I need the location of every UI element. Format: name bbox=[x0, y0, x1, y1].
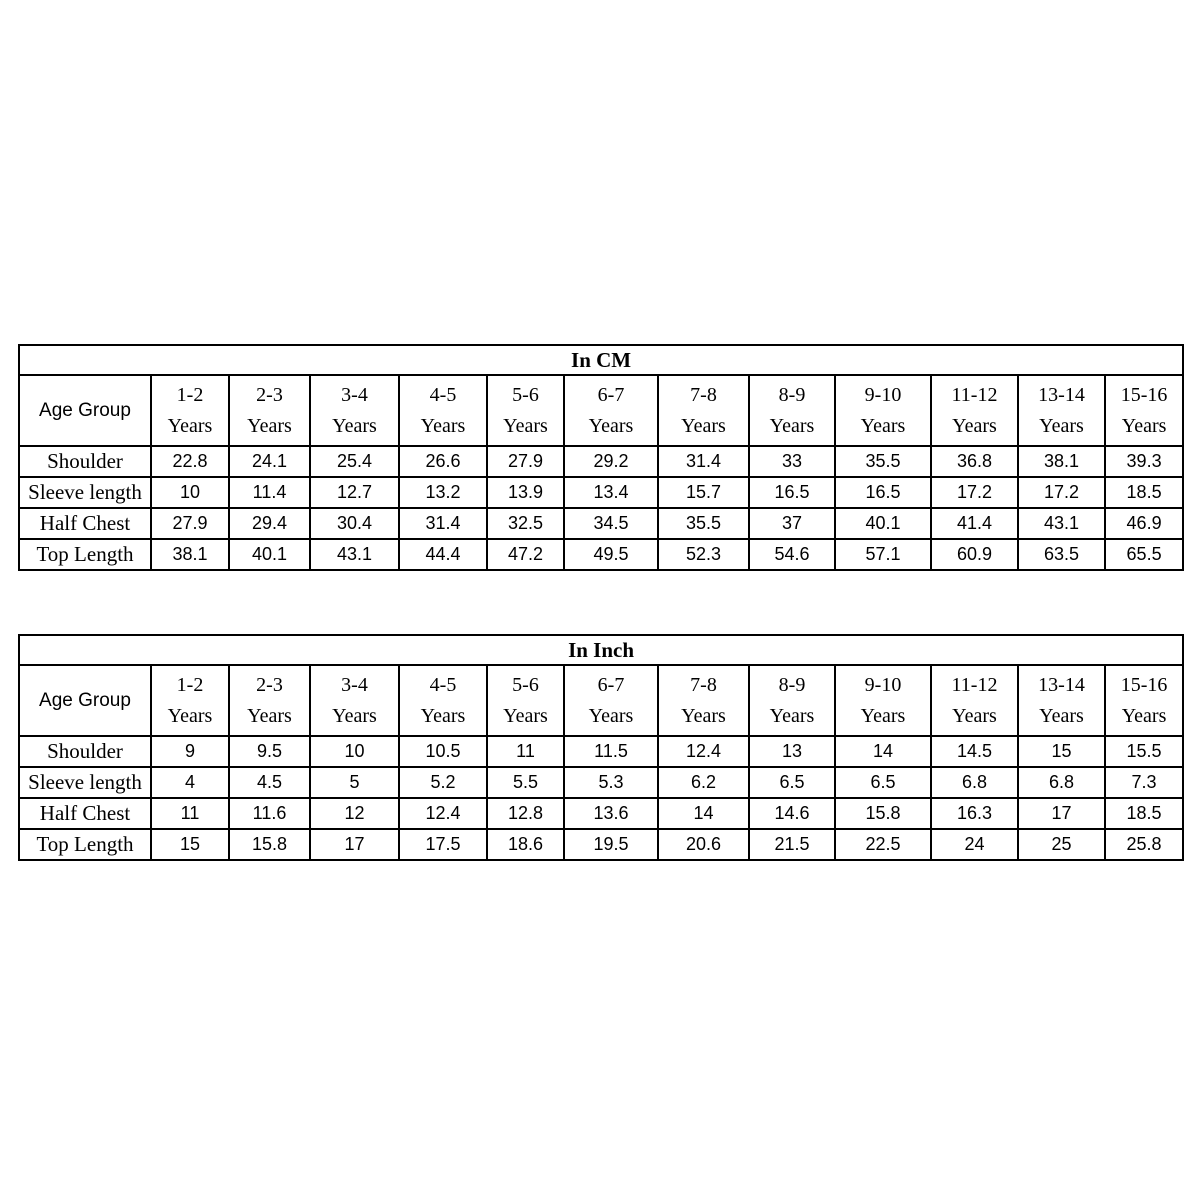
age-group-header bbox=[564, 375, 658, 446]
measurement-value: 52.3 bbox=[658, 539, 749, 570]
measurement-value: 40.1 bbox=[835, 508, 931, 539]
measurement-value: 34.5 bbox=[564, 508, 658, 539]
measurement-label: Shoulder bbox=[19, 736, 151, 767]
age-group-header bbox=[399, 665, 487, 736]
measurement-value: 6.2 bbox=[658, 767, 749, 798]
measurement-label: Top Length bbox=[19, 539, 151, 570]
measurement-value: 6.5 bbox=[749, 767, 835, 798]
measurement-value: 65.5 bbox=[1105, 539, 1183, 570]
measurement-value: 7.3 bbox=[1105, 767, 1183, 798]
age-unit: Years bbox=[952, 704, 997, 727]
measurement-value: 17.2 bbox=[1018, 477, 1105, 508]
measurement-value: 13.9 bbox=[487, 477, 564, 508]
age-group-header bbox=[564, 665, 658, 736]
age-range: 4-5 bbox=[429, 383, 457, 406]
measurement-value: 29.2 bbox=[564, 446, 658, 477]
age-range: 8-9 bbox=[778, 383, 806, 406]
measurement-value: 17.5 bbox=[399, 829, 487, 860]
measurement-value: 16.5 bbox=[835, 477, 931, 508]
age-group-label: Age Group bbox=[19, 375, 151, 446]
measurement-value: 57.1 bbox=[835, 539, 931, 570]
measurement-value: 15.5 bbox=[1105, 736, 1183, 767]
measurement-value: 11.4 bbox=[229, 477, 310, 508]
header-row bbox=[19, 665, 1183, 736]
measurement-value: 17 bbox=[310, 829, 399, 860]
measurement-value: 60.9 bbox=[931, 539, 1018, 570]
age-unit: Years bbox=[588, 704, 634, 727]
measurement-value: 11.6 bbox=[229, 798, 310, 829]
measurement-value: 13.4 bbox=[564, 477, 658, 508]
measurement-value: 14 bbox=[835, 736, 931, 767]
measurement-value: 6.5 bbox=[835, 767, 931, 798]
measurement-value: 25.8 bbox=[1105, 829, 1183, 860]
age-group-header bbox=[151, 375, 229, 446]
measurement-value: 47.2 bbox=[487, 539, 564, 570]
measurement-value: 16.5 bbox=[749, 477, 835, 508]
measurement-value: 31.4 bbox=[658, 446, 749, 477]
measurement-value: 11.5 bbox=[564, 736, 658, 767]
measurement-value: 24 bbox=[931, 829, 1018, 860]
measurement-value: 5.3 bbox=[564, 767, 658, 798]
measurement-value: 22.8 bbox=[151, 446, 229, 477]
age-range: 9-10 bbox=[864, 673, 902, 696]
size-chart-cm-table bbox=[18, 344, 1184, 571]
measurement-value: 25 bbox=[1018, 829, 1105, 860]
measurement-value: 17 bbox=[1018, 798, 1105, 829]
age-range: 9-10 bbox=[864, 383, 902, 406]
age-unit: Years bbox=[332, 704, 377, 727]
measurement-value: 11 bbox=[487, 736, 564, 767]
measurement-value: 9 bbox=[151, 736, 229, 767]
measurement-value: 32.5 bbox=[487, 508, 564, 539]
age-range: 3-4 bbox=[341, 383, 368, 406]
measurement-value: 35.5 bbox=[658, 508, 749, 539]
measurement-value: 30.4 bbox=[310, 508, 399, 539]
age-group-header bbox=[931, 375, 1018, 446]
measurement-value: 4.5 bbox=[229, 767, 310, 798]
age-unit: Years bbox=[681, 704, 726, 727]
age-range: 11-12 bbox=[951, 383, 998, 406]
age-group-header bbox=[749, 375, 835, 446]
age-unit: Years bbox=[247, 704, 292, 727]
measurement-value: 31.4 bbox=[399, 508, 487, 539]
age-unit: Years bbox=[681, 414, 726, 437]
measurement-value: 43.1 bbox=[1018, 508, 1105, 539]
measurement-value: 40.1 bbox=[229, 539, 310, 570]
age-unit: Years bbox=[769, 414, 815, 437]
age-range: 13-14 bbox=[1038, 383, 1085, 406]
measurement-value: 11 bbox=[151, 798, 229, 829]
measurement-value: 5.5 bbox=[487, 767, 564, 798]
measurement-value: 13.6 bbox=[564, 798, 658, 829]
measurement-value: 5.2 bbox=[399, 767, 487, 798]
age-group-header bbox=[931, 665, 1018, 736]
age-group-header bbox=[835, 375, 931, 446]
measurement-value: 14 bbox=[658, 798, 749, 829]
age-group-header bbox=[310, 665, 399, 736]
measurement-value: 44.4 bbox=[399, 539, 487, 570]
measurement-row bbox=[19, 767, 1183, 798]
age-group-header bbox=[487, 665, 564, 736]
measurement-label: Sleeve length bbox=[19, 477, 151, 508]
measurement-value: 41.4 bbox=[931, 508, 1018, 539]
age-unit: Years bbox=[1121, 414, 1167, 437]
measurement-value: 18.5 bbox=[1105, 477, 1183, 508]
age-group-header bbox=[399, 375, 487, 446]
measurement-value: 15 bbox=[151, 829, 229, 860]
measurement-value: 37 bbox=[749, 508, 835, 539]
age-unit: Years bbox=[1039, 414, 1084, 437]
age-group-header bbox=[229, 665, 310, 736]
measurement-value: 5 bbox=[310, 767, 399, 798]
measurement-value: 12.4 bbox=[658, 736, 749, 767]
age-range: 15-16 bbox=[1120, 383, 1168, 406]
table-title: In Inch bbox=[19, 635, 1183, 665]
measurement-value: 18.6 bbox=[487, 829, 564, 860]
age-group-header bbox=[658, 665, 749, 736]
measurement-value: 36.8 bbox=[931, 446, 1018, 477]
measurement-value: 12.4 bbox=[399, 798, 487, 829]
measurement-label: Half Chest bbox=[19, 798, 151, 829]
age-range: 1-2 bbox=[176, 383, 204, 406]
age-unit: Years bbox=[860, 414, 906, 437]
measurement-value: 19.5 bbox=[564, 829, 658, 860]
age-range: 3-4 bbox=[341, 673, 368, 696]
measurement-value: 10 bbox=[151, 477, 229, 508]
measurement-value: 17.2 bbox=[931, 477, 1018, 508]
measurement-value: 13 bbox=[749, 736, 835, 767]
age-group-label: Age Group bbox=[19, 665, 151, 736]
measurement-row bbox=[19, 798, 1183, 829]
measurement-value: 16.3 bbox=[931, 798, 1018, 829]
measurement-value: 12 bbox=[310, 798, 399, 829]
age-range: 5-6 bbox=[512, 383, 539, 406]
measurement-label: Shoulder bbox=[19, 446, 151, 477]
measurement-value: 18.5 bbox=[1105, 798, 1183, 829]
measurement-value: 49.5 bbox=[564, 539, 658, 570]
age-unit: Years bbox=[167, 414, 213, 437]
age-group-header bbox=[658, 375, 749, 446]
measurement-value: 10 bbox=[310, 736, 399, 767]
measurement-value: 38.1 bbox=[1018, 446, 1105, 477]
measurement-value: 54.6 bbox=[749, 539, 835, 570]
age-range: 2-3 bbox=[256, 383, 283, 406]
measurement-value: 25.4 bbox=[310, 446, 399, 477]
age-group-header bbox=[1018, 665, 1105, 736]
age-range: 6-7 bbox=[597, 383, 625, 406]
measurement-row bbox=[19, 446, 1183, 477]
measurement-row bbox=[19, 829, 1183, 860]
age-range: 5-6 bbox=[512, 673, 539, 696]
age-unit: Years bbox=[167, 704, 213, 727]
measurement-value: 29.4 bbox=[229, 508, 310, 539]
measurement-value: 10.5 bbox=[399, 736, 487, 767]
measurement-value: 15.7 bbox=[658, 477, 749, 508]
age-group-header bbox=[1105, 375, 1183, 446]
age-unit: Years bbox=[247, 414, 292, 437]
age-unit: Years bbox=[1039, 704, 1084, 727]
age-unit: Years bbox=[420, 414, 466, 437]
measurement-label: Top Length bbox=[19, 829, 151, 860]
age-unit: Years bbox=[332, 414, 377, 437]
age-group-header bbox=[487, 375, 564, 446]
measurement-value: 15 bbox=[1018, 736, 1105, 767]
measurement-value: 39.3 bbox=[1105, 446, 1183, 477]
measurement-row bbox=[19, 477, 1183, 508]
age-range: 4-5 bbox=[429, 673, 457, 696]
age-unit: Years bbox=[503, 414, 548, 437]
age-range: 7-8 bbox=[690, 383, 717, 406]
measurement-value: 24.1 bbox=[229, 446, 310, 477]
table-title-row bbox=[19, 635, 1183, 665]
measurement-value: 33 bbox=[749, 446, 835, 477]
measurement-value: 46.9 bbox=[1105, 508, 1183, 539]
age-range: 2-3 bbox=[256, 673, 283, 696]
measurement-value: 6.8 bbox=[931, 767, 1018, 798]
age-range: 15-16 bbox=[1120, 673, 1168, 696]
measurement-value: 6.8 bbox=[1018, 767, 1105, 798]
measurement-label: Half Chest bbox=[19, 508, 151, 539]
measurement-value: 14.6 bbox=[749, 798, 835, 829]
measurement-value: 9.5 bbox=[229, 736, 310, 767]
age-range: 6-7 bbox=[597, 673, 625, 696]
table-title-row bbox=[19, 345, 1183, 375]
measurement-value: 63.5 bbox=[1018, 539, 1105, 570]
measurement-value: 4 bbox=[151, 767, 229, 798]
measurement-value: 13.2 bbox=[399, 477, 487, 508]
measurement-value: 14.5 bbox=[931, 736, 1018, 767]
age-range: 8-9 bbox=[778, 673, 806, 696]
header-row bbox=[19, 375, 1183, 446]
age-group-header bbox=[1105, 665, 1183, 736]
measurement-value: 27.9 bbox=[151, 508, 229, 539]
age-unit: Years bbox=[769, 704, 815, 727]
age-group-header bbox=[229, 375, 310, 446]
table-title: In CM bbox=[19, 345, 1183, 375]
age-unit: Years bbox=[1121, 704, 1167, 727]
measurement-value: 35.5 bbox=[835, 446, 931, 477]
age-range: 1-2 bbox=[176, 673, 204, 696]
measurement-row bbox=[19, 736, 1183, 767]
measurement-value: 12.8 bbox=[487, 798, 564, 829]
measurement-value: 21.5 bbox=[749, 829, 835, 860]
age-range: 13-14 bbox=[1038, 673, 1085, 696]
measurement-value: 15.8 bbox=[835, 798, 931, 829]
age-group-header bbox=[835, 665, 931, 736]
measurement-value: 20.6 bbox=[658, 829, 749, 860]
age-group-header bbox=[310, 375, 399, 446]
age-unit: Years bbox=[952, 414, 997, 437]
measurement-value: 43.1 bbox=[310, 539, 399, 570]
age-group-header bbox=[749, 665, 835, 736]
age-unit: Years bbox=[588, 414, 634, 437]
age-group-header bbox=[1018, 375, 1105, 446]
age-group-header bbox=[151, 665, 229, 736]
measurement-value: 12.7 bbox=[310, 477, 399, 508]
measurement-row bbox=[19, 539, 1183, 570]
age-range: 11-12 bbox=[951, 673, 998, 696]
age-unit: Years bbox=[503, 704, 548, 727]
age-unit: Years bbox=[420, 704, 466, 727]
measurement-value: 38.1 bbox=[151, 539, 229, 570]
measurement-value: 26.6 bbox=[399, 446, 487, 477]
measurement-row bbox=[19, 508, 1183, 539]
measurement-value: 22.5 bbox=[835, 829, 931, 860]
age-unit: Years bbox=[860, 704, 906, 727]
measurement-value: 27.9 bbox=[487, 446, 564, 477]
measurement-value: 15.8 bbox=[229, 829, 310, 860]
age-range: 7-8 bbox=[690, 673, 717, 696]
measurement-label: Sleeve length bbox=[19, 767, 151, 798]
size-chart-inch-table bbox=[18, 634, 1184, 861]
